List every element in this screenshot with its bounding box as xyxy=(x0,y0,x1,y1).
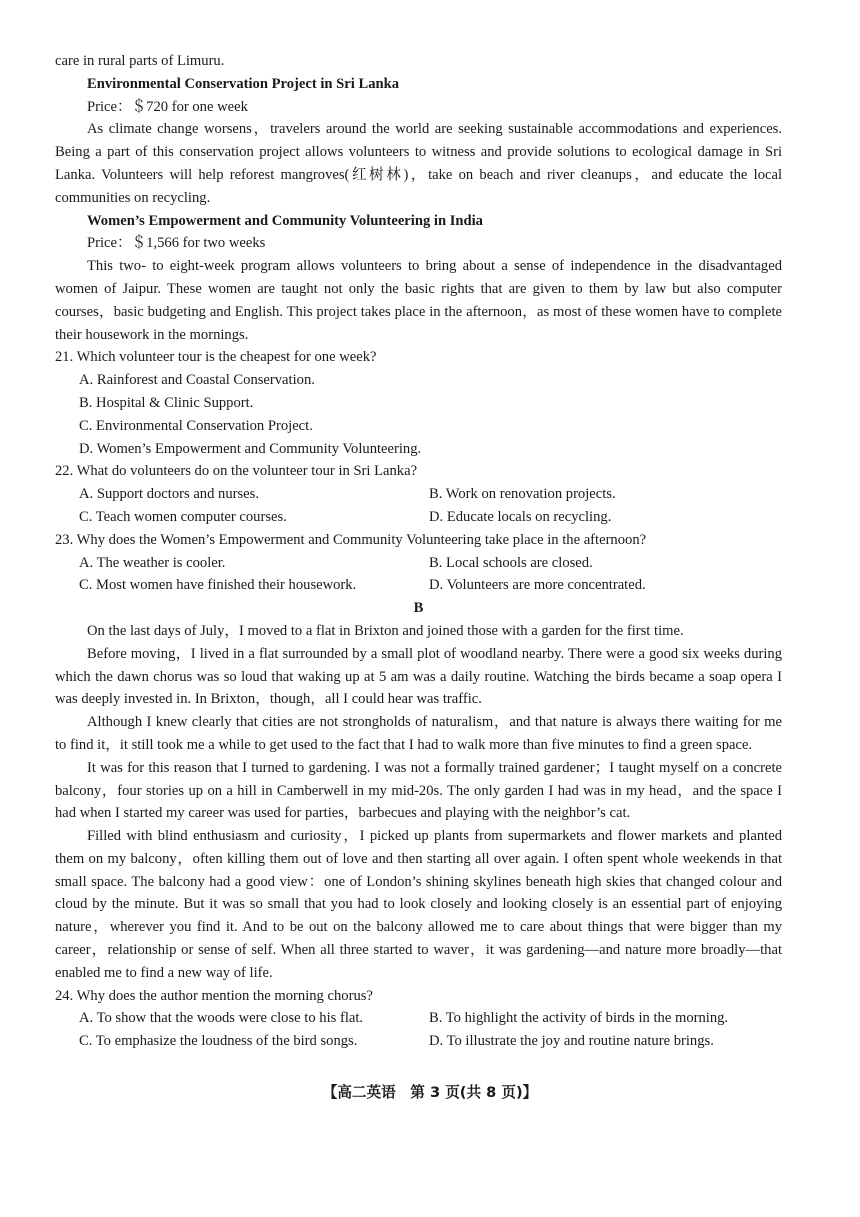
exam-page xyxy=(55,50,782,1053)
question-22-options-row-2 xyxy=(55,506,782,529)
question-24-stem: 24. Why does the author mention the morning chorus? xyxy=(55,987,373,1004)
project-price-india: Price：＄1,566 for two weeks xyxy=(87,235,266,252)
question-23-option-c: C. Most women have finished their housework. xyxy=(79,577,357,594)
question-21-option-b: B. Hospital & Clinic Support. xyxy=(79,394,254,411)
question-24-option-c: C. To emphasize the loudness of the bird songs. xyxy=(79,1033,358,1050)
question-23-stem: 23. Why does the Women’s Empowerment and Community Volunteering take place in the afternoon? xyxy=(55,531,647,548)
passage-b-paragraph: Before moving，I lived in a flat surrounded by a small plot of woodland nearby. There were a good six weeks during which the dawn chorus was so loud that waking up at 5 am was a daily routine. Watching the birds became a soap opera I was deeply invested in. In Brixton，though，all I could hear was traffic. xyxy=(55,645,782,708)
question-21-stem: 21. Which volunteer tour is the cheapest for one week? xyxy=(55,349,377,366)
question-22-options-row-1 xyxy=(55,483,782,506)
question-23-option-a: A. The weather is cooler. xyxy=(79,554,226,571)
passage-b-paragraph: Filled with blind enthusiasm and curiosity，I picked up plants from supermarkets and flower markets and planted them on my balcony，often killing them out of love and then starting all over again. I often spent whole weekends in that small space. The balcony had a good view：one of London’s shining skylines beneath high skies that changed colour and cloud by the minute. But it was so small that you had to look closely and looking closely is an essential part of enjoying nature，wherever you find it. And to be out on the balcony allowed me to care about things that were bigger than my career，relationship or sense of self. When all three started to waver，it was gardening—and nature more broadly—that enabled me to find a new way of life. xyxy=(55,828,782,981)
question-24-option-b: B. To highlight the activity of birds in the morning. xyxy=(429,1010,729,1027)
project-title-india: Women’s Empowerment and Community Volunteering in India xyxy=(87,212,483,229)
question-22-option-d: D. Educate locals on recycling. xyxy=(429,508,612,525)
section-b-heading: B xyxy=(413,600,424,617)
question-23-options-row-2 xyxy=(55,574,782,597)
passage-b-paragraph: Although I knew clearly that cities are not strongholds of naturalism，and that nature is always there waiting for me to find it，it still took me a while to get used to the fact that I had to walk more than five minutes to find a green space. xyxy=(55,714,782,753)
question-21-option-d: D. Women’s Empowerment and Community Volunteering. xyxy=(79,440,422,457)
question-21-option-a: A. Rainforest and Coastal Conservation. xyxy=(79,372,315,389)
page-footer: 【高二英语 第 3 页(共 8 页)】 xyxy=(322,1084,538,1101)
question-24-options-row-2 xyxy=(55,1030,782,1053)
question-23-options-row-1 xyxy=(55,552,782,575)
continuation-text: care in rural parts of Limuru. xyxy=(55,53,225,69)
project-body-india: This two- to eight-week program allows volunteers to bring about a sense of independence in the disadvantaged women of Jaipur. These women are taught not only the basic rights that are given to them by law but also computer courses，basic budgeting and English. This project takes place in the afternoon，as most of these women have to complete their housework in the mornings. xyxy=(55,258,782,343)
question-23-option-b: B. Local schools are closed. xyxy=(429,554,593,571)
question-22-stem: 22. What do volunteers do on the volunteer tour in Sri Lanka? xyxy=(55,463,418,480)
passage-b-paragraph: On the last days of July，I moved to a flat in Brixton and joined those with a garden for the first time. xyxy=(87,622,684,639)
project-body-sri-lanka: As climate change worsens，travelers around the world are seeking sustainable accommodations and experiences. Being a part of this conservation project allows volunteers to witness and provide solutions to ecological damage in Sri Lanka. Volunteers will help reforest mangroves(红树林)，take on beach and river cleanups，and educate the local communities on recycling. xyxy=(55,121,782,206)
question-23-option-d: D. Volunteers are more concentrated. xyxy=(429,577,646,594)
passage-b-paragraph: It was for this reason that I turned to gardening. I was not a formally trained gardener；I taught myself on a concrete balcony，four stories up on a hill in Camberwell in my mid-20s. The only garden I had was in my head，and the space I had when I started my career was used for parties，barbecues and playing with the neighbor’s cat. xyxy=(55,759,782,822)
question-22-option-b: B. Work on renovation projects. xyxy=(429,486,616,503)
question-22-option-a: A. Support doctors and nurses. xyxy=(79,486,259,503)
project-title-sri-lanka: Environmental Conservation Project in Sri Lanka xyxy=(87,75,400,92)
question-24-option-a: A. To show that the woods were close to his flat. xyxy=(79,1010,364,1027)
question-24-options-row-1 xyxy=(55,1007,782,1030)
project-price-sri-lanka: Price：＄720 for one week xyxy=(87,98,248,115)
question-22-option-c: C. Teach women computer courses. xyxy=(79,508,287,525)
question-21-option-c: C. Environmental Conservation Project. xyxy=(79,417,313,434)
question-24-option-d: D. To illustrate the joy and routine nature brings. xyxy=(429,1033,714,1050)
